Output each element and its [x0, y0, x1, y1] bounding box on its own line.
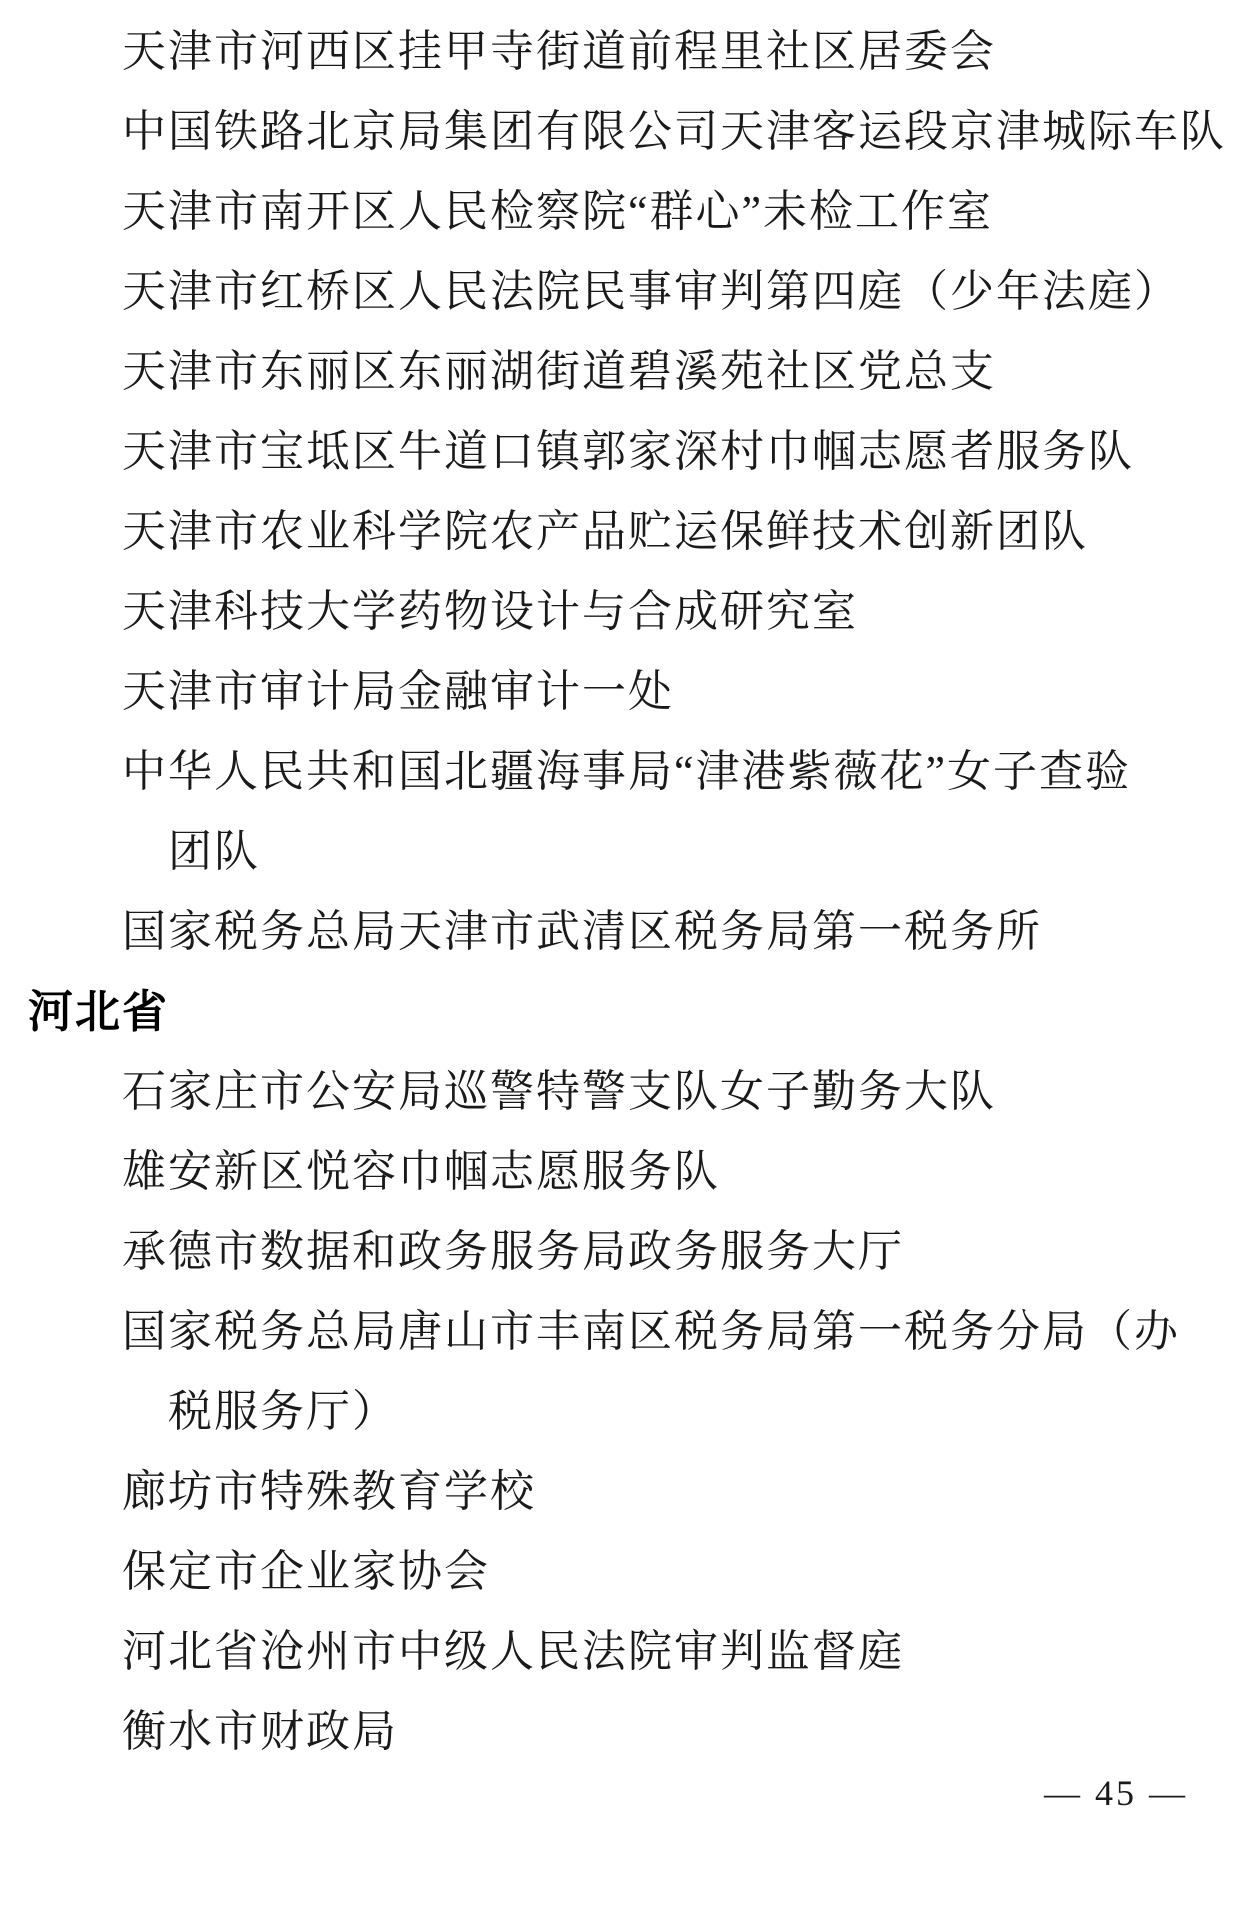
list-item	[0, 1692, 1242, 1772]
list-item-line: 天津市东丽区东丽湖街道碧溪苑社区党总支	[122, 347, 996, 396]
list-item-line: 天津科技大学药物设计与合成研究室	[122, 587, 858, 636]
list-item	[0, 892, 1242, 972]
list-item	[0, 492, 1242, 572]
list-item	[0, 1612, 1242, 1692]
list-item	[0, 412, 1242, 492]
list-item	[0, 652, 1242, 732]
list-item-line: 保定市企业家协会	[122, 1547, 490, 1596]
list-item	[0, 1532, 1242, 1612]
page-number: — 45 —	[1044, 1773, 1188, 1813]
list-item	[0, 1452, 1242, 1532]
list-item-line: 中国铁路北京局集团有限公司天津客运段京津城际车队	[122, 107, 1226, 156]
list-item-line: 廊坊市特殊教育学校	[122, 1467, 536, 1516]
list-item-line: 衡水市财政局	[122, 1707, 398, 1756]
list-item	[0, 732, 1242, 892]
list-item	[0, 1052, 1242, 1132]
list-item-line: 雄安新区悦容巾帼志愿服务队	[122, 1147, 720, 1196]
list-item-line: 天津市宝坻区牛道口镇郭家深村巾帼志愿者服务队	[122, 427, 1134, 476]
list-item	[0, 1292, 1242, 1452]
list-item-line: 承德市数据和政务服务局政务服务大厅	[122, 1227, 904, 1276]
list-tianjin	[0, 12, 1242, 972]
list-item	[0, 252, 1242, 332]
list-item	[0, 12, 1242, 92]
list-item-line: 天津市审计局金融审计一处	[122, 667, 674, 716]
list-item-line: 税服务厅）	[168, 1387, 398, 1436]
list-hebei	[0, 1052, 1242, 1772]
list-item-line: 天津市红桥区人民法院民事审判第四庭（少年法庭）	[122, 267, 1180, 316]
list-item	[0, 1212, 1242, 1292]
list-item	[0, 332, 1242, 412]
list-item-line: 中华人民共和国北疆海事局“津港紫薇花”女子查验	[122, 747, 1132, 796]
list-item-line: 天津市农业科学院农产品贮运保鲜技术创新团队	[122, 507, 1088, 556]
list-item-line: 天津市河西区挂甲寺街道前程里社区居委会	[122, 27, 996, 76]
list-item-line: 国家税务总局唐山市丰南区税务局第一税务分局（办	[122, 1307, 1180, 1356]
list-item-line: 河北省沧州市中级人民法院审判监督庭	[122, 1627, 904, 1676]
list-item	[0, 172, 1242, 252]
section-header: 河北省	[28, 986, 170, 1037]
list-item	[0, 92, 1242, 172]
list-item	[0, 572, 1242, 652]
list-item-line: 石家庄市公安局巡警特警支队女子勤务大队	[122, 1067, 996, 1116]
list-item-line: 天津市南开区人民检察院“群心”未检工作室	[122, 187, 994, 236]
list-item	[0, 1132, 1242, 1212]
list-item-line: 团队	[168, 827, 260, 876]
list-item-line: 国家税务总局天津市武清区税务局第一税务所	[122, 907, 1042, 956]
